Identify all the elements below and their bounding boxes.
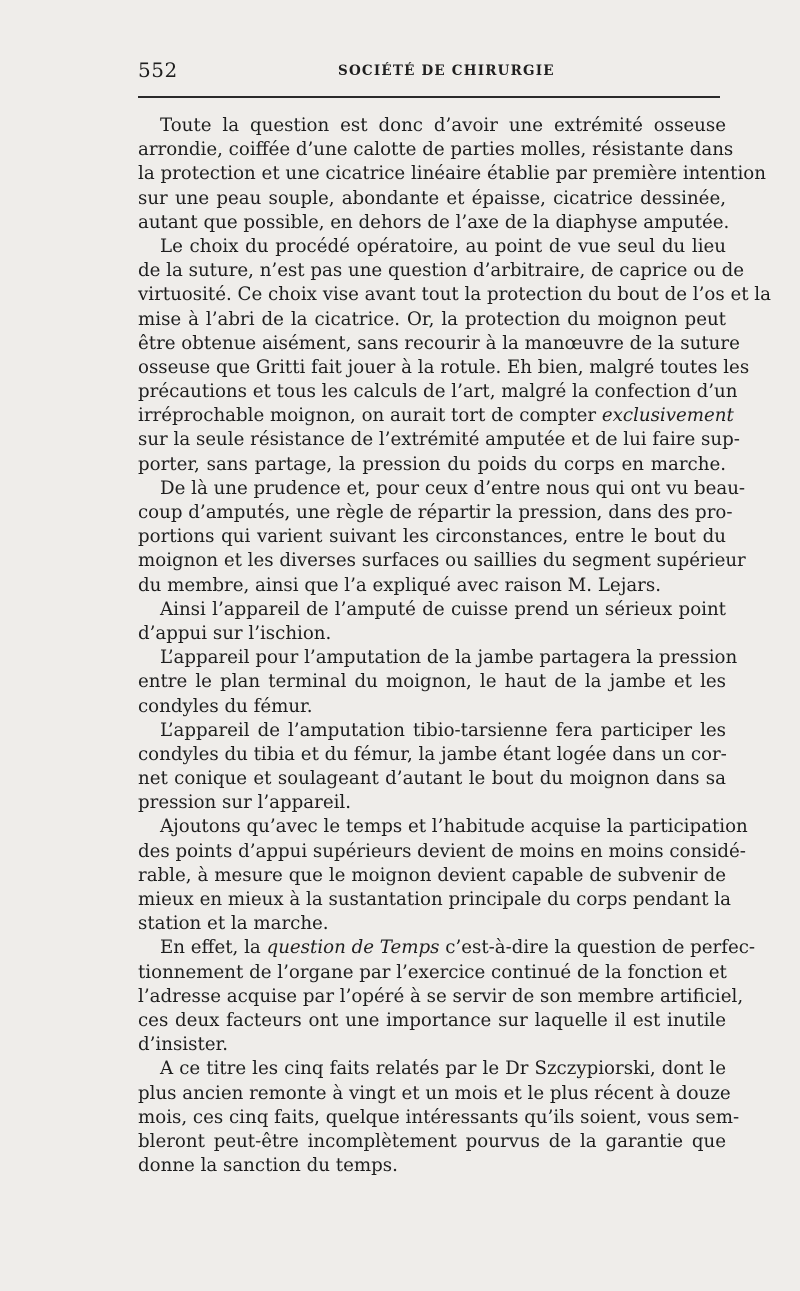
line-text: des points d’appui supérieurs devient de moins en moins considé- [138, 840, 746, 862]
text-line [138, 598, 726, 622]
body-text [138, 114, 771, 1178]
line-text: mise à l’abri de la cicatrice. Or, la protection du moignon peut [138, 308, 726, 330]
text-line [138, 1154, 726, 1178]
page-number: 552 [138, 58, 178, 82]
text-line [138, 283, 771, 307]
text-line [138, 695, 726, 719]
text-line [138, 235, 726, 259]
line-text: être obtenue aisément, sans recourir à la manœuvre de la suture [138, 332, 740, 354]
text-line [138, 428, 740, 452]
line-text: portions qui varient suivant les circonstances, entre le bout du [138, 526, 726, 548]
line-text: précautions et tous les calculs de l’art, malgré la confection d’un [138, 381, 738, 403]
text-line [138, 791, 726, 815]
text-line [138, 670, 726, 694]
line-text: arrondie, coiffée d’une calotte de parties molles, résistante dans [138, 139, 734, 161]
text-line [138, 840, 746, 864]
line-text: condyles du tibia et du fémur, la jambe étant logée dans un cor- [138, 743, 727, 765]
text-line [138, 622, 726, 646]
text-line [138, 815, 748, 839]
line-text: mieux en mieux à la sustantation principale du corps pendant la [138, 889, 731, 910]
line-text: Ajoutons qu’avec le temps et l’habitude acquise la participation [160, 816, 748, 838]
line-text: mois, ces cinq faits, quelque intéressants qu’ils soient, vous sem- [138, 1106, 740, 1128]
line-text: la protection et une cicatrice linéaire établie par première intention [138, 163, 766, 185]
line-text: plus ancien remonte à vingt et un mois et le plus récent à douze [138, 1082, 731, 1104]
text-line [138, 138, 734, 162]
line-text: net conique et soulageant d’autant le bout du moignon dans sa [138, 768, 726, 790]
text-line [138, 1057, 726, 1081]
line-text: tionnement de l’organe par l’exercice continué de la fonction et [138, 961, 727, 983]
line-text: L’appareil de l’amputation tibio-tarsienne fera participer les [160, 719, 726, 741]
line-text: station et la marche. [138, 913, 329, 935]
line-text: entre le plan terminal du moignon, le haut de la jambe et les [138, 671, 726, 693]
text-line [138, 1033, 726, 1057]
text-line [138, 1082, 731, 1106]
line-text: De là une prudence et, pour ceux d’entre nous qui ont vu beau- [160, 477, 746, 499]
line-text-after: c’est-à-dire la question de perfec- [439, 937, 756, 959]
italic-text: exclusivement [601, 405, 734, 427]
text-line [138, 743, 726, 767]
line-text: En effet, la [160, 937, 261, 959]
line-text: Ainsi l’appareil de l’amputé de cuisse prend un sérieux point [160, 598, 726, 620]
line-text: rable, à mesure que le moignon devient capable de subvenir de [138, 864, 726, 886]
text-line [138, 114, 726, 138]
text-line [138, 1009, 726, 1033]
line-text: coup d’amputés, une règle de répartir la pression, dans des pro- [138, 502, 733, 523]
text-line [138, 1106, 740, 1130]
text-line [138, 574, 726, 598]
text-line [138, 525, 726, 549]
line-text: d’appui sur l’ischion. [138, 622, 332, 644]
line-text: L’appareil pour l’amputation de la jambe partagera la pression [160, 647, 738, 669]
text-line [138, 767, 726, 791]
line-text: irréprochable moignon, on aurait tort de compter [138, 405, 597, 427]
text-line [138, 912, 726, 936]
line-text: condyles du fémur. [138, 695, 313, 717]
text-line [138, 162, 766, 186]
text-line [138, 719, 726, 743]
line-text: Toute la question est donc d’avoir une extrémité osseuse [160, 115, 726, 136]
line-text: osseuse que Gritti fait jouer à la rotule. Eh bien, malgré toutes les [138, 356, 750, 378]
italic-text: question de Temps [266, 937, 440, 959]
line-text: sur la seule résistance de l’extrémité amputée et de lui faire sup- [138, 429, 740, 451]
text-line [138, 985, 744, 1009]
line-text: de la suture, n’est pas une question d’arbitraire, de caprice ou de [138, 260, 745, 282]
text-line [138, 356, 750, 380]
line-text: du membre, ainsi que l’a expliqué avec raison M. Lejars. [138, 574, 661, 596]
line-text: pression sur l’appareil. [138, 792, 351, 814]
text-line [138, 332, 740, 356]
line-text: virtuosité. Ce choix vise avant tout la protection du bout de l’os et la [138, 284, 771, 306]
line-text: ces deux facteurs ont une importance sur laquelle il est inutile [138, 1009, 726, 1031]
line-text: A ce titre les cinq faits relatés par le Dr Szczypiorski, dont le [160, 1058, 726, 1080]
line-text: autant que possible, en dehors de l’axe de la diaphyse amputée. [138, 211, 730, 233]
line-text: l’adresse acquise par l’opéré à se servir de son membre artificiel, [138, 985, 744, 1007]
page-header [138, 58, 726, 84]
line-text: porter, sans partage, la pression du poids du corps en marche. [138, 453, 726, 475]
text-line [138, 936, 756, 960]
line-text: Le choix du procédé opératoire, au point de vue seul du lieu [160, 235, 726, 257]
text-line [138, 187, 726, 211]
text-line [138, 477, 746, 501]
text-line [138, 961, 726, 985]
line-text: moignon et les diverses surfaces ou saillies du segment supérieur [138, 550, 746, 572]
text-line [138, 404, 734, 428]
header-rule [138, 96, 720, 98]
text-line [138, 888, 731, 912]
text-line [138, 549, 746, 573]
text-line [138, 646, 738, 670]
line-text: donne la sanction du temps. [138, 1155, 398, 1177]
text-line [138, 864, 726, 888]
text-line [138, 380, 738, 404]
text-line [138, 259, 745, 283]
text-line [138, 453, 726, 477]
text-line [138, 211, 730, 235]
text-line [138, 501, 733, 525]
line-text: bleront peut-être incomplètement pourvus de la garantie que [138, 1130, 726, 1152]
running-title: SOCIÉTÉ DE CHIRURGIE [338, 63, 555, 79]
line-text: d’insister. [138, 1034, 228, 1056]
line-text: sur une peau souple, abondante et épaisse, cicatrice dessinée, [138, 187, 726, 209]
text-line [138, 1130, 726, 1154]
text-line [138, 308, 726, 332]
